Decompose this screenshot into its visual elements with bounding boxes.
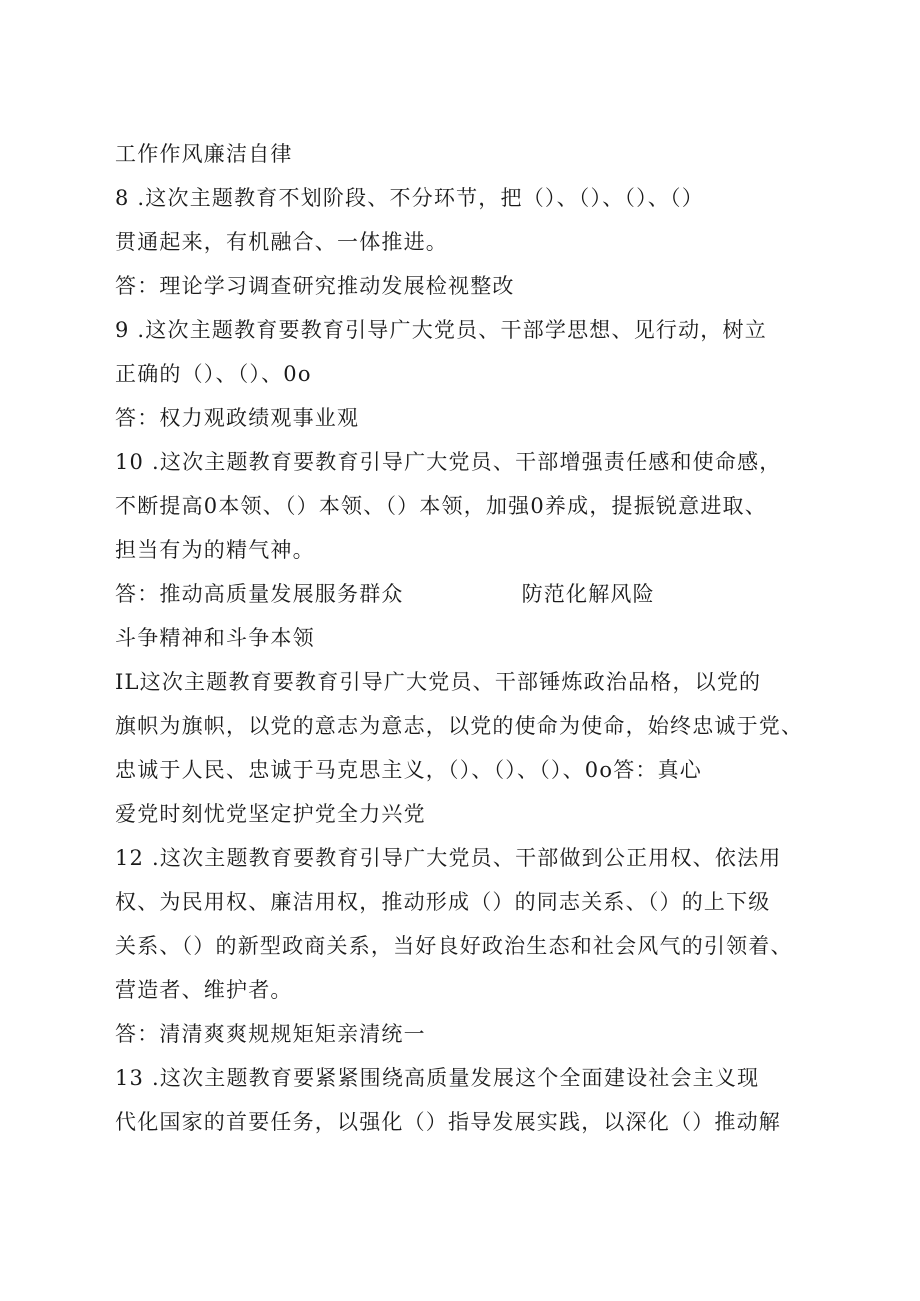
question-12-line-1: 12 .这次主题教育要教育引导广大党员、干部做到公正用权、依法用 (115, 846, 782, 870)
question-13-line-1: 13 .这次主题教育要紧紧围绕高质量发展这个全面建设社会主义现 (115, 1066, 760, 1090)
answer-12: 答：清清爽爽规规矩矩亲清统一 (115, 1022, 426, 1046)
question-12-line-2: 权、为民用权、廉洁用权，推动形成（）的同志关系、（）的上下级 (115, 890, 771, 914)
answer-10-part-2: 防范化解风险 (521, 582, 655, 606)
question-12-line-4: 营造者、维护者。 (115, 978, 293, 1002)
question-9-line-2: 正确的（）、（）、0o (115, 362, 312, 386)
question-11-line-3: 忠诚于人民、忠诚于马克思主义，（）、（）、（）、0o答：真心 (115, 758, 703, 782)
answer-10-line-1 (115, 581, 655, 607)
question-8-line-2: 贯通起来，有机融合、一体推进。 (115, 230, 448, 254)
answer-11: 爱党时刻忧党坚定护党全力兴党 (115, 802, 426, 826)
question-11-line-1: IL这次主题教育要教育引导广大党员、干部锤炼政治品格，以党的 (115, 670, 762, 694)
question-10-line-2: 不断提高0本领、（）本领、（）本领，加强0养成，提振锐意进取、 (115, 494, 767, 518)
question-12-line-3: 关系、（）的新型政商关系，当好良好政治生态和社会风气的引领着、 (115, 934, 793, 958)
answer-8: 答：理论学习调查研究推动发展检视整改 (115, 274, 515, 298)
question-13-line-2: 代化国家的首要任务，以强化（）指导发展实践，以深化（）推动解 (115, 1110, 781, 1134)
question-8-line-1: 8 .这次主题教育不划阶段、不分环节，把（）、（）、（）、（） (115, 186, 704, 210)
question-10-line-3: 担当有为的精气神。 (115, 538, 315, 562)
question-9-line-1: 9 .这次主题教育要教育引导广大党员、干部学思想、见行动，树立 (115, 318, 767, 342)
text-line-continuation: 工作作风廉洁自律 (115, 142, 293, 166)
answer-10-line-2: 斗争精神和斗争本领 (115, 626, 315, 650)
answer-10-part-1: 答：推动高质量发展服务群众 (115, 582, 404, 606)
answer-9: 答：权力观政绩观事业观 (115, 406, 360, 430)
question-10-line-1: 10 .这次主题教育要教育引导广大党员、干部增强责任感和使命感， (115, 450, 782, 474)
question-11-line-2: 旗帜为旗帜，以党的意志为意志，以党的使命为使命，始终忠诚于党、 (115, 714, 804, 738)
